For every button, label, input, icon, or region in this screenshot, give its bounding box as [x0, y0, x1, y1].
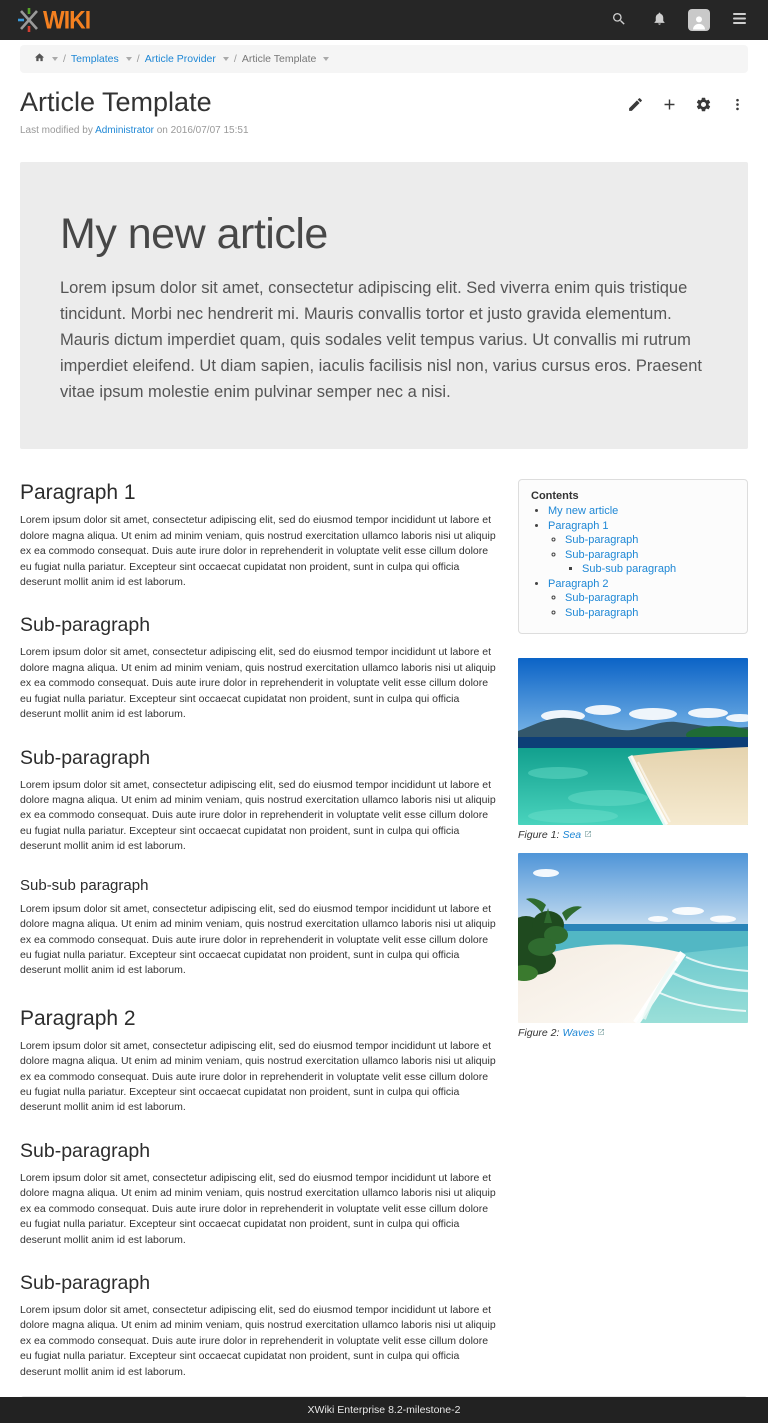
toc-link[interactable]: Sub-paragraph [565, 534, 639, 547]
more-actions-button[interactable] [726, 95, 748, 117]
notifications-button[interactable] [644, 5, 674, 35]
breadcrumb-item-article-provider[interactable]: Article Provider [144, 53, 216, 65]
toc-item [565, 607, 735, 619]
section-heading: Sub-paragraph [20, 746, 151, 769]
figure-link-sea[interactable]: Sea [562, 829, 582, 842]
hero-lead: Lorem ipsum dolor sit amet, consectetur adipiscing elit. Sed viverra enim quis tristique tincidunt. Morbi nec hendrerit mi. Mauris convallis tortor et justo gravida elementum. Mauris dictum imperdiet quam, quis sodales velit tempus varius. Ut convallis mi rutrum imperdiet eleifend. Ut diam sapien, iaculis facilisis nisl non, varius cursus eros. Praesent vitae ipsum molestie enim pulvinar semper nec a nisi. [60, 279, 702, 402]
last-modified-meta [20, 125, 249, 136]
toc-link[interactable]: Sub-paragraph [565, 592, 639, 605]
toc-item [565, 549, 735, 576]
section-body: Lorem ipsum dolor sit amet, consectetur adipiscing elit, sed do eiusmod tempor incididunt ut labore et dolore magna aliqua. Ut enim ad minim veniam, quis nostrud exercitation ullamco laboris nisi ut aliquip ex ea commodo consequat. Duis aute irure dolor in reprehenderit in voluptate velit esse cillum dolore eu fugiat nulla pariatur. Excepteur sint occaecat cupidatat non proident, sunt in culpa qui officia deserunt mollit anim id est laborum. [20, 902, 496, 977]
section-body: Lorem ipsum dolor sit amet, consectetur adipiscing elit, sed do eiusmod tempor incididunt ut labore et dolore magna aliqua. Ut enim ad minim veniam, quis nostrud exercitation ullamco laboris nisi ut aliquip ex ea commodo consequat. Duis aute irure dolor in reprehenderit in voluptate velit esse cillum dolore eu fugiat nulla pariatur. Excepteur sint occaecat cupidatat non proident, sunt in culpa qui officia deserunt mollit anim id est laborum. [20, 1304, 496, 1378]
section-heading: Sub-paragraph [20, 1272, 151, 1295]
section-heading: Paragraph 1 [20, 481, 136, 505]
sea-photo [518, 658, 748, 825]
toc-link[interactable]: My new article [548, 505, 619, 518]
article-section [20, 614, 500, 722]
modified-author-link[interactable]: Administrator [95, 125, 154, 137]
breadcrumb-item-current: Article Template [241, 53, 317, 65]
section-body: Lorem ipsum dolor sit amet, consectetur adipiscing elit, sed do eiusmod tempor incididunt ut labore et dolore magna aliqua. Ut enim ad minim veniam, quis nostrud exercitation ullamco laboris nisi ut aliquip ex ea commodo consequat. Duis aute irure dolor in reprehenderit in voluptate velit esse cillum dolore eu fugiat nulla pariatur. Excepteur sint occaecat cupidatat non proident, sunt in culpa qui officia deserunt mollit anim id est laborum. [20, 778, 496, 853]
search-button[interactable] [604, 5, 634, 35]
toc-item [565, 592, 735, 604]
xwiki-x-icon [16, 7, 42, 33]
bell-icon [652, 11, 667, 29]
toc-link[interactable]: Sub-paragraph [565, 548, 639, 561]
toc-link[interactable]: Sub-paragraph [565, 606, 639, 619]
modified-prefix: Last modified by [20, 125, 93, 137]
waves-photo [518, 853, 748, 1023]
figure-caption [518, 1027, 748, 1039]
create-button[interactable] [658, 95, 680, 117]
toc-title: Contents [531, 490, 579, 503]
toc-item [548, 520, 735, 576]
figure-caption [518, 829, 748, 841]
section-heading: Paragraph 2 [20, 1006, 136, 1030]
navbar-actions [604, 5, 754, 35]
kebab-menu-icon [730, 96, 745, 116]
article-section [20, 877, 500, 979]
breadcrumb-separator: / [136, 53, 140, 65]
main-content [20, 479, 748, 1380]
toc-link[interactable]: Sub-sub paragraph [582, 563, 677, 576]
pencil-icon [627, 96, 644, 116]
breadcrumb [20, 45, 748, 73]
brand-wordmark: WIKI [43, 5, 91, 34]
section-body: Lorem ipsum dolor sit amet, consectetur adipiscing elit, sed do eiusmod tempor incididunt ut labore et dolore magna aliqua. Ut enim ad minim veniam, quis nostrud exercitation ullamco laboris nisi ut aliquip ex ea commodo consequat. Duis aute irure dolor in reprehenderit in voluptate velit esse cillum dolore eu fugiat nulla pariatur. Excepteur sint occaecat cupidatat non proident, sunt in culpa qui officia deserunt mollit anim id est laborum. [20, 514, 496, 589]
toc-item [548, 505, 735, 517]
page-header [20, 87, 748, 136]
toc-link[interactable]: Paragraph 2 [548, 577, 609, 590]
article-section [20, 1140, 500, 1248]
figure-label: Figure 2: [518, 1027, 560, 1040]
edit-button[interactable] [624, 95, 646, 117]
breadcrumb-separator: / [63, 53, 66, 65]
hero-title: My new article [60, 210, 328, 259]
article-column [20, 479, 500, 1380]
figure-sea [518, 658, 748, 841]
modified-suffix: on 2016/07/07 15:51 [156, 125, 249, 137]
external-link-icon [584, 829, 592, 841]
article-section [20, 481, 500, 590]
section-body: Lorem ipsum dolor sit amet, consectetur adipiscing elit, sed do eiusmod tempor incididunt ut labore et dolore magna aliqua. Ut enim ad minim veniam, quis nostrud exercitation ullamco laboris nisi ut aliquip ex ea commodo consequat. Duis aute irure dolor in reprehenderit in voluptate velit esse cillum dolore eu fugiat nulla pariatur. Excepteur sint occaecat cupidatat non proident, sunt in culpa qui officia deserunt mollit anim id est laborum. [20, 1171, 496, 1246]
version-text: XWiki Enterprise 8.2-milestone-2 [307, 1404, 461, 1417]
chevron-down-icon[interactable] [126, 57, 132, 61]
section-body: Lorem ipsum dolor sit amet, consectetur adipiscing elit, sed do eiusmod tempor incididunt ut labore et dolore magna aliqua. Ut enim ad minim veniam, quis nostrud exercitation ullamco laboris nisi ut aliquip ex ea commodo consequat. Duis aute irure dolor in reprehenderit in voluptate velit esse cillum dolore eu fugiat nulla pariatur. Excepteur sint occaecat cupidatat non proident, sunt in culpa qui officia deserunt mollit anim id est laborum. [20, 646, 496, 721]
toc-link[interactable]: Paragraph 1 [548, 519, 609, 532]
chevron-down-icon[interactable] [323, 57, 329, 61]
section-heading: Sub-paragraph [20, 614, 151, 637]
section-heading: Sub-sub paragraph [20, 876, 149, 894]
top-navbar [0, 0, 768, 40]
right-sidebar [518, 479, 748, 1039]
page-title: Article Template [20, 87, 212, 117]
breadcrumb-separator: / [233, 53, 237, 65]
xwiki-logo[interactable] [16, 7, 90, 33]
hero-jumbotron [20, 162, 748, 449]
section-body: Lorem ipsum dolor sit amet, consectetur adipiscing elit, sed do eiusmod tempor incididunt ut labore et dolore magna aliqua. Ut enim ad minim veniam, quis nostrud exercitation ullamco laboris nisi ut aliquip ex ea commodo consequat. Duis aute irure dolor in reprehenderit in voluptate velit esse cillum dolore eu fugiat nulla pariatur. Excepteur sint occaecat cupidatat non proident, sunt in culpa qui officia deserunt mollit anim id est laborum. [20, 1039, 496, 1114]
chevron-down-icon[interactable] [223, 57, 229, 61]
app-footer [0, 1397, 768, 1423]
figure-waves [518, 853, 748, 1039]
home-icon [34, 52, 45, 66]
drawer-menu-button[interactable] [724, 5, 754, 35]
table-of-contents [518, 479, 748, 634]
section-heading: Sub-paragraph [20, 1139, 151, 1162]
chevron-down-icon[interactable] [52, 57, 58, 61]
user-menu-button[interactable] [684, 5, 714, 35]
breadcrumb-item-templates[interactable]: Templates [70, 53, 119, 65]
breadcrumb-home[interactable] [34, 52, 45, 66]
page-actions [624, 95, 748, 117]
plus-icon [661, 96, 678, 116]
gear-icon [695, 96, 712, 116]
article-section [20, 1007, 500, 1116]
figure-link-waves[interactable]: Waves [562, 1027, 595, 1040]
search-icon [611, 11, 627, 30]
external-link-icon [597, 1027, 605, 1039]
article-section [20, 1272, 500, 1380]
toc-item [565, 534, 735, 546]
toc-item [548, 578, 735, 619]
toc-item [582, 563, 735, 575]
article-section [20, 747, 500, 855]
user-avatar [688, 9, 710, 31]
hamburger-icon [732, 12, 747, 28]
figure-label: Figure 1: [518, 829, 560, 842]
settings-button[interactable] [692, 95, 714, 117]
